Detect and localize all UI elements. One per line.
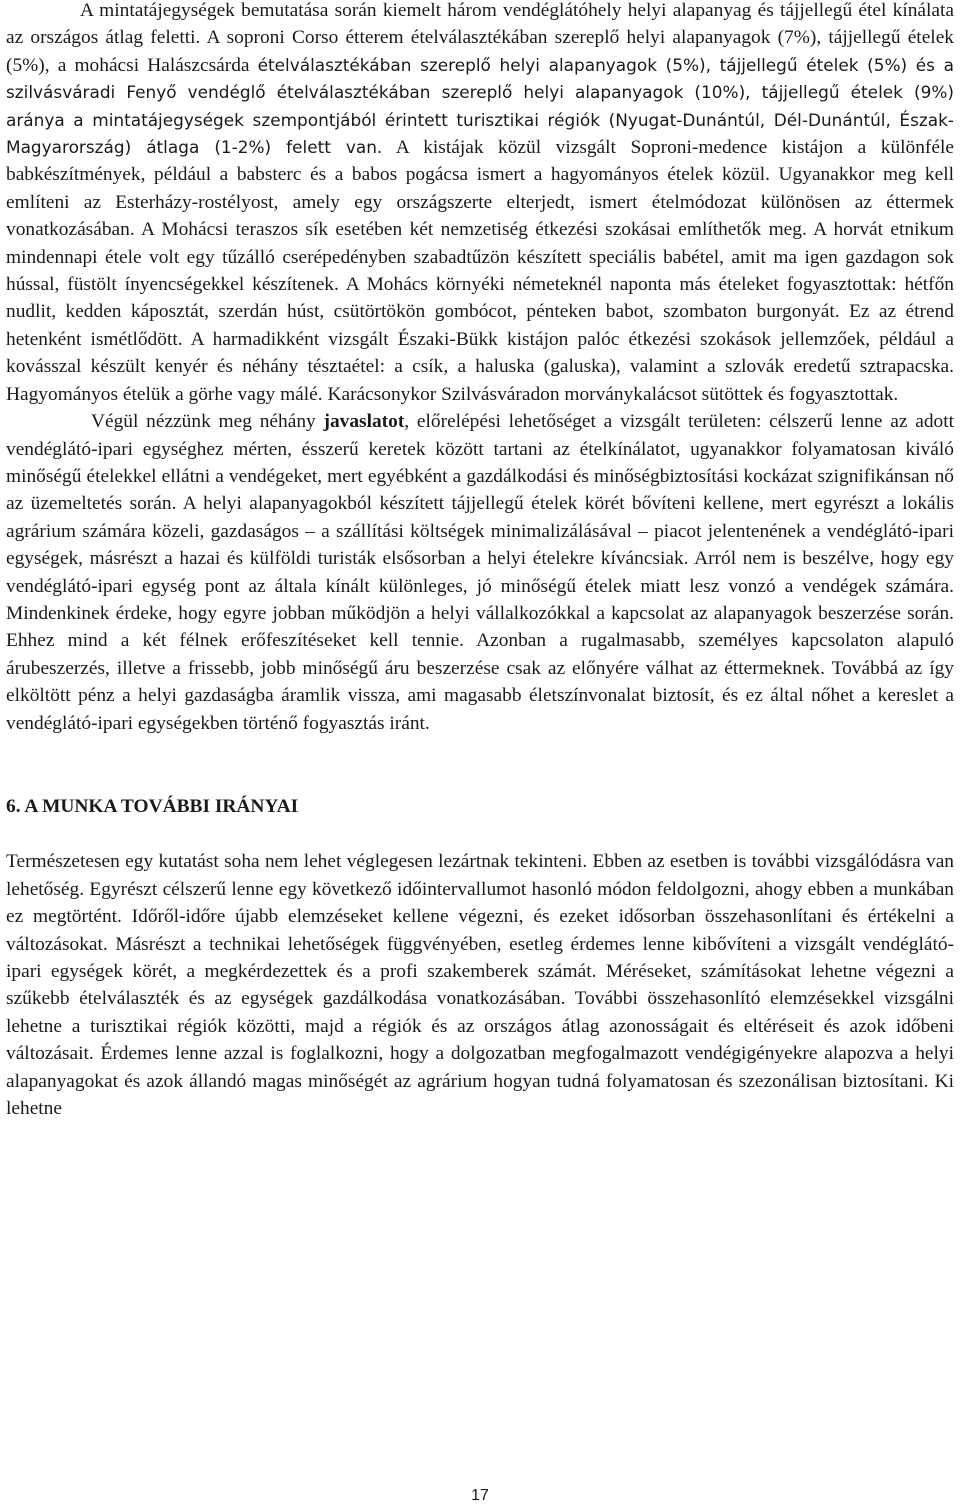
paragraph-2-bold-term: javaslatot (323, 411, 405, 433)
paragraph-recommendations (6, 408, 954, 737)
paragraph-2-before: Végül nézzünk meg néhány (91, 411, 324, 433)
paragraph-1-part-3: A kistájak közül vizsgált Soproni-medence kistájon a különféle babkészítmények, például a babsterc és a babos pogácsa ismert a hagyományos ételek közül. Ugyanakkor meg kell említeni az Esterházy-rostélyost, amely egy országszerte elterjedt, ismert ételmódozat különösen az éttermek vonatkozásában. A Mohácsi teraszos sík esetében két nemzetiség étkezési szokásai említhetők meg. A horvát etnikum mindennapi étele volt egy tűzálló cserépedényben szabadtűzön készített speciális babétel, amit ma igen gazdagon sok hússal, füstölt ínyencségekkel készítenek. A Mohács környéki németeknél naponta más ételeket fogyasztottak: hétfőn nudlit, kedden káposztát, szerdán húst, csütörtökön gombócot, pénteken babot, szombaton burgonyát. Ez az étrend hetenként ismétlődött. A harmadikként vizsgált Északi-Bükk kistájon palóc étkezési szokások jellemzőek, például a kovásszal készült kenyér és néhány tésztaétel: a csík, a haluska (galuska), valamint a szlovák eredetű sztrapacska. Hagyományos ételük a görhe vagy málé. Karácsonykor Szilvásváradon morványkalácsot sütöttek és fogyasztottak. (6, 137, 954, 405)
paragraph-2-after: , előrelépési lehetőséget a vizsgált területen: célszerű lenne az adott vendéglátó-ipari egységhez mérten, ésszerű keretek között tartani az ételkínálatot, ugyanakkor folyamatosan kiváló minőségű ételekkel ellátni a vendégeket, mert egyébként a gazdálkodási és minőségbiztosítási kockázat szignifikánsan nő az üzemeltetés során. A helyi alapanyagokból készített tájjellegű ételek körét bővíteni kellene, mert egyrészt a lokális agrárium számára közeli, gazdaságos – a szállítási költségek minimalizálásával – piacot jelentenének a vendéglátó-ipari egységek, másrészt a hazai és külföldi turisták elsősorban a helyi ételekre kíváncsiak. Arról nem is beszélve, hogy egy vendéglátó-ipari egység pont az általa kínált különleges, jó minőségű ételek miatt lesz vonzó a vendégek számára. Mindenkinek érdeke, hogy egyre jobban működjön a helyi vállalkozókkal a kapcsolat az alapanyagok beszerzése során. Ehhez mind a két félnek erőfeszítéseket kell tennie. Azonban a rugalmasabb, személyes kapcsolaton alapuló árubeszerzés, illetve a frissebb, jobb minőségű áru beszerzése csak az előnyére válhat az éttermeknek. Továbbá az így elköltött pénz a helyi gazdaságba áramlik vissza, ami magasabb életszínvonalat biztosít, és ez által nőhet a kereslet a vendéglátó-ipari egységekben történő fogyasztás iránt. (6, 411, 954, 734)
paragraph-1-part-2: ételválasztékában szereplő helyi alapanyagok (5%), tájjellegű ételek (5%) és a szilvásváradi Fenyő vendéglő ételválasztékában szereplő helyi alapanyagok (10%), tájjellegű ételek (9%) aránya a mintatájegységek szempontjából érintett turisztikai régiók (Nyugat-Dunántúl, Dél-Dunántúl, Észak-Magyarország) átlaga (1-2%) felett van. (6, 54, 954, 158)
section-heading: 6. A MUNKA TOVÁBBI IRÁNYAI (6, 795, 299, 817)
paragraph-1-part-1: A mintatájegységek bemutatása során kiemelt három vendéglátóhely helyi alapanyag és tájjellegű étel kínálata az országos átlag feletti. A soproni Corso étterem ételválasztékában szereplő helyi alapanyagok (7%), tájjellegű ételek (5%), a mohácsi Halászcsárda (6, 0, 954, 76)
paragraph-regional-dishes (6, 0, 954, 408)
page-number: 17 (471, 1487, 489, 1504)
paragraph-future-work: Természetesen egy kutatást soha nem lehet véglegesen lezártnak tekinteni. Ebben az esetben is további vizsgálódásra van lehetőség. Egyrészt célszerű lenne egy következő időintervallumot hasonló módon feldolgozni, ahogy ebben a munkában ez megtörtént. Időről-időre újabb elemzéseket kellene végezni, és ezeket idősorban összehasonlítani és értékelni a változásokat. Másrészt a technikai lehetőségek függvényében, esetleg érdemes lenne kibővíteni a vizsgált vendéglátó-ipari egységek körét, a megkérdezettek és a profi szakemberek számát. Méréseket, számításokat lehetne végezni a szűkebb ételválaszték és az egységek gazdálkodása vonatkozásában. További összehasonlító elemzésekkel vizsgálni lehetne a turisztikai régiók közötti, majd a régiók és az országos átlag azonosságait és eltéréseit és azok időbeni változásait. Érdemes lenne azzal is foglalkozni, hogy a dolgozatban megfogalmazott vendégigényekre alapozva a helyi alapanyagokat és azok állandó magas minőségét az agrárium hogyan tudná folyamatosan és szezonálisan biztosítani. Ki lehetne (6, 851, 954, 1120)
document-page (6, 0, 954, 1122)
